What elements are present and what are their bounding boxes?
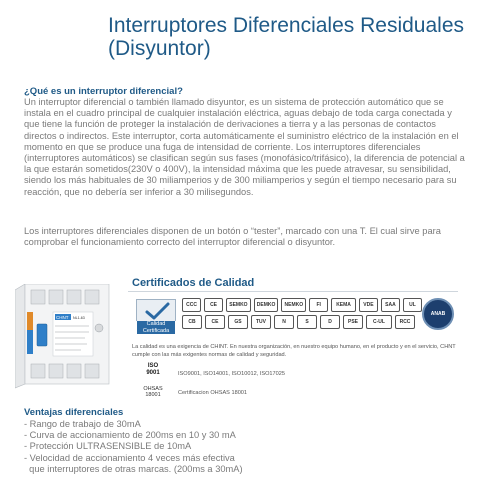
badge-line1: Calidad [146, 321, 166, 327]
cert-logo-icon: CCC [182, 298, 201, 312]
advantages-list [24, 419, 324, 475]
checkmark-icon [137, 300, 177, 322]
certification-logos [182, 298, 422, 332]
test-button-icon [95, 324, 103, 332]
cert-logo-icon: SEMKO [226, 298, 251, 312]
advantages-heading: Ventajas diferenciales [24, 407, 124, 418]
iso-standards-text: ISO9001, ISO14001, ISO10012, ISO17025 [178, 371, 285, 377]
iso-logo-line2: 9001 [146, 369, 160, 376]
badge-line2: Certificada [142, 327, 170, 334]
breaker-model: NL1-63 [73, 316, 85, 320]
list-item: - Protección ULTRASENSIBLE de 10mA [24, 441, 192, 452]
cert-logo-icon: SAA [381, 298, 400, 312]
breaker-blue-strip [27, 330, 33, 354]
iso-logo-line1: ISO [147, 363, 159, 369]
cert-logo-icon: VDE [359, 298, 378, 312]
cert-logo-icon: TUV [251, 315, 271, 329]
cert-logo-icon: PSE [343, 315, 363, 329]
tester-paragraph: Los interruptores diferenciales disponen de un botón o “tester”, marcado con una T. El cual sirve para comprobar el funcionamiento correcto del interruptor diferencial o disyuntor. [24, 226, 441, 248]
cert-logo-icon: RCC [395, 315, 415, 329]
question-heading: ¿Qué es un interruptor diferencial? [24, 86, 183, 97]
cert-logo-icon: DEMKO [254, 298, 279, 312]
cert-logo-icon: CB [182, 315, 202, 329]
cert-logo-icon: CE [205, 315, 225, 329]
list-item: - Velocidad de accionamiento 4 veces más efectiva [24, 452, 235, 463]
ohsas-logo [138, 386, 168, 398]
quality-badge [136, 299, 176, 335]
cert-logo-icon: NEMKO [281, 298, 306, 312]
list-item: que interruptores de otras marcas. (200ms a 30mA) [24, 463, 243, 474]
cert-logo-icon: CE [204, 298, 223, 312]
certificates-divider [128, 291, 458, 292]
iso-logo [138, 363, 168, 376]
cert-logo-icon: GS [228, 315, 248, 329]
anab-label: ANAB [430, 311, 446, 317]
cert-logo-icon: D [320, 315, 340, 329]
cert-logo-icon: N [274, 315, 294, 329]
cert-logo-icon: FI [309, 298, 328, 312]
cert-logos-row-2 [182, 315, 422, 329]
certificates-description: La calidad es una exigencia de CHINT. En nuestra organización, en nuestro equipo humano, en el producto y en el servicio, CHNT cumple con las más exigentes normas de calidad y seguridad. [132, 344, 456, 358]
breaker-side [15, 284, 25, 388]
cert-logos-row-1 [182, 298, 422, 312]
anab-seal-icon [422, 298, 454, 330]
cert-logo-icon: S [297, 315, 317, 329]
list-item: - Curva de accionamiento de 200ms en 10 y 30 mA [24, 430, 236, 441]
breaker-orange-strip [27, 312, 33, 330]
page-title: Interruptores Diferenciales Residuales (Disyuntor) [108, 14, 465, 60]
ohsas-text: Certificacion OHSAS 18001 [178, 390, 248, 396]
ohsas-logo-line2: 18001 [145, 392, 161, 398]
breaker-product-image [15, 284, 111, 390]
ohsas-logo-line1: OHSAS [143, 386, 163, 392]
certificates-title: Certificados de Calidad [132, 277, 255, 289]
list-item: - Rango de trabajo de 30mA [24, 419, 141, 429]
cert-logo-icon: C-UL [366, 315, 392, 329]
intro-paragraph: Un interruptor diferencial o también llamado disyuntor, es un sistema de protección automático que se instala en el cuadro principal de cualquier instalación eléctrica, aguas debajo de toda carga conectada y que tiene la función de proteger la instalación de derivaciones a tierra y a las personas de contactos directos o indirectos. Este interruptor, corta automáticamente el suministro eléctrico de la instalación en el momento en que se produce una fuga de intensidad de corriente. Los interruptores diferenciales (interruptores automáticos) se clasifican según sus fases (monofásico/trifásico), la diferencia de potencial a la que estarán sometidos(230V o 400V), la intensidad máxima que les puede atravesar, su sensibilidad, siendo los más habituales de 30 miliamperios y de 300 miliamperios y según el tiempo necesario para su reacción, que no debería ser inferior a 30 milisegundos. [24, 97, 465, 197]
cert-logo-icon: KEMA [331, 298, 356, 312]
breaker-brand: CHNT [56, 315, 69, 320]
breaker-lever [37, 324, 47, 346]
cert-logo-icon: UL [403, 298, 422, 312]
